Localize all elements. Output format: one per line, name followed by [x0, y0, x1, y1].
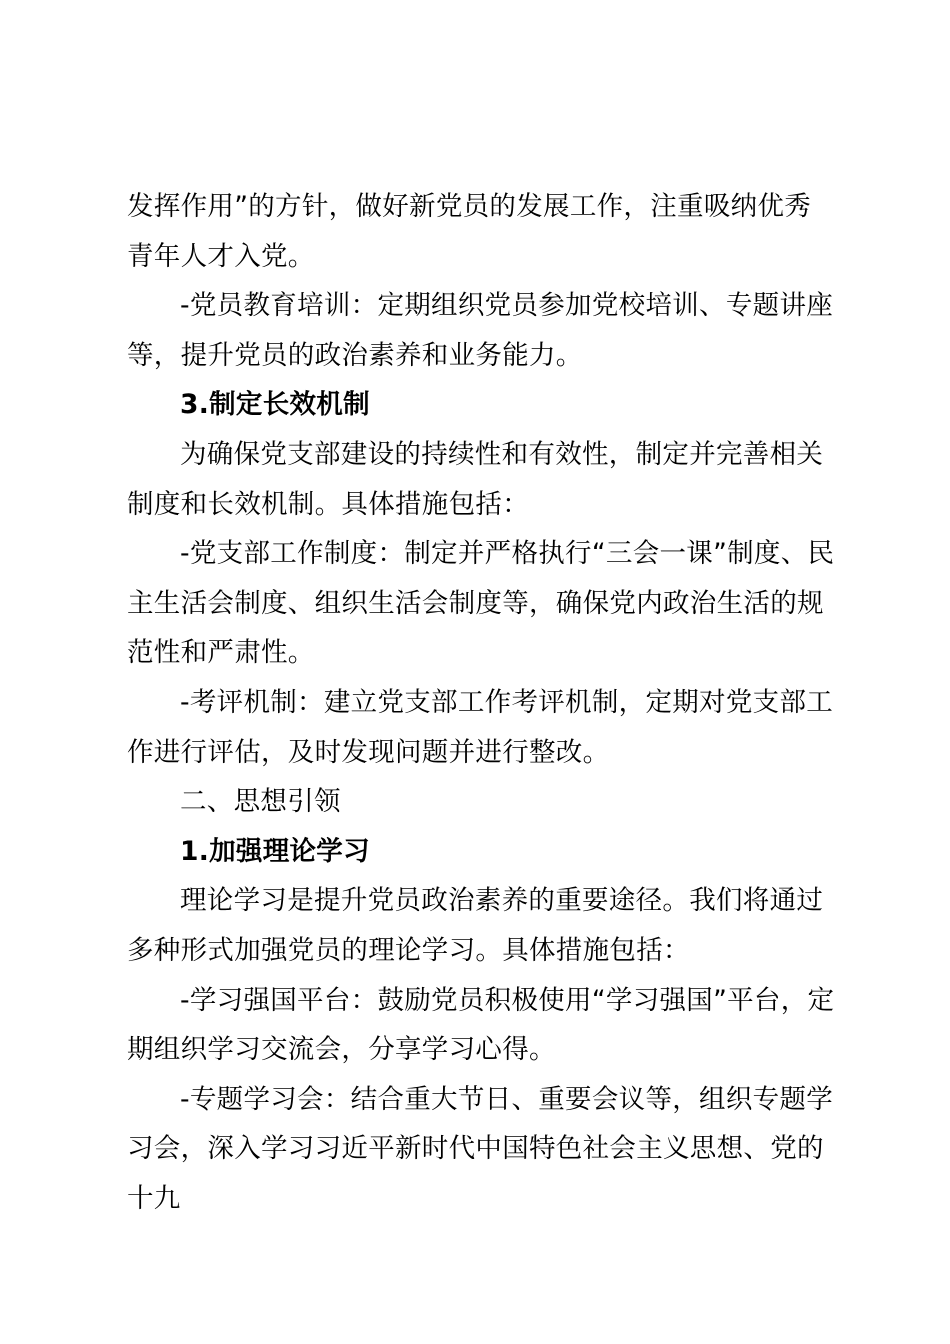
- paragraph-study-platform: -学习强国平台：鼓励党员积极使用“学习强国”平台，定期组织学习交流会，分享学习心得。: [127, 984, 835, 1066]
- section-heading-theory-study: 1.加强理论学习: [180, 835, 370, 867]
- paragraph-special-study-session: -专题学习会：结合重大节日、重要会议等，组织专题学习会，深入学习习近平新时代中国特色社会主义思想、党的十九: [127, 1083, 834, 1214]
- paragraph-theory-study-intro: 理论学习是提升党员政治素养的重要途径。我们将通过多种形式加强党员的理论学习。具体措施包括：: [127, 885, 824, 966]
- paragraph-branch-work-system: -党支部工作制度：制定并严格执行“三会一课”制度、民主生活会制度、组织生活会制度等，确保党内政治生活的规范性和严肃性。: [127, 538, 835, 669]
- paragraph-party-member-training: -党员教育培训：定期组织党员参加党校培训、专题讲座等，提升党员的政治素养和业务能力。: [127, 290, 834, 371]
- paragraph-continuation: 发挥作用”的方针，做好新党员的发展工作，注重吸纳优秀青年人才入党。: [127, 191, 812, 272]
- paragraph-mechanism-intro: 为确保党支部建设的持续性和有效性，制定并完善相关制度和长效机制。具体措施包括：: [127, 438, 824, 520]
- paragraph-evaluation-mechanism: -考评机制：建立党支部工作考评机制，定期对党支部工作进行评估，及时发现问题并进行整改。: [127, 686, 834, 768]
- chapter-heading-ideological-guidance: 二、思想引领: [180, 786, 341, 818]
- section-heading-long-term-mechanism: 3.制定长效机制: [180, 389, 370, 421]
- document-body: [127, 182, 837, 1223]
